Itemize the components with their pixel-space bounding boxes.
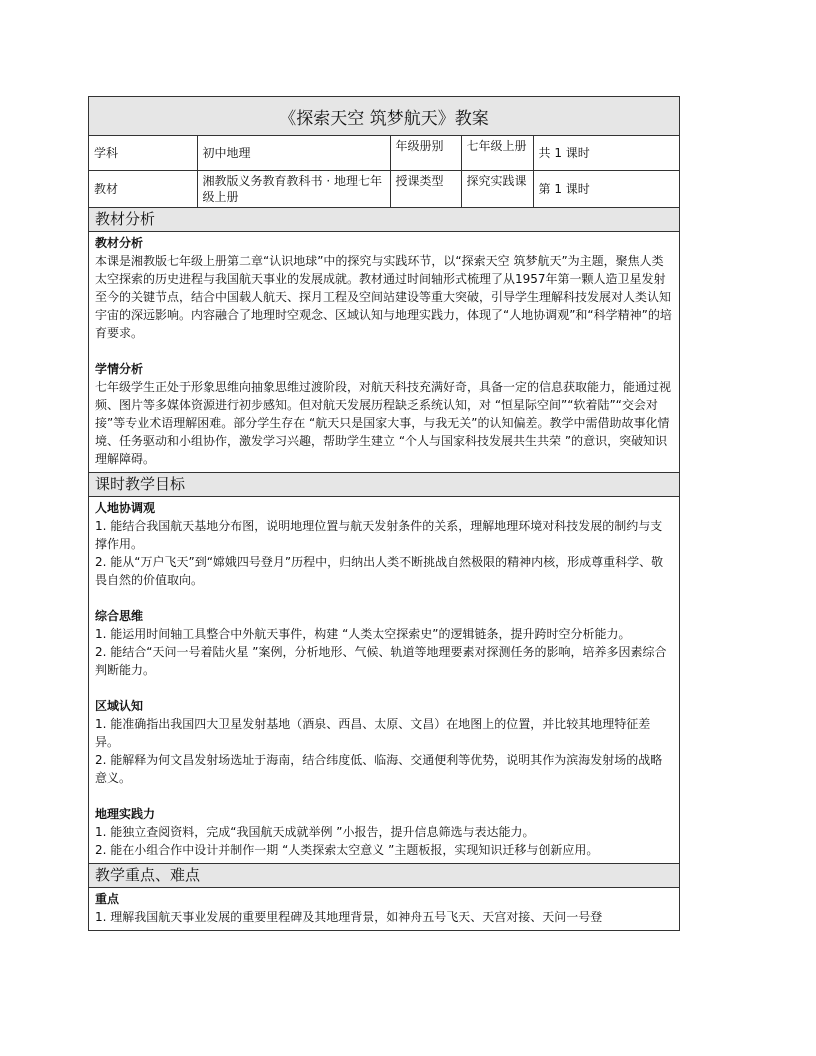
list-item: 2. 能解释为何文昌发射场选址于海南，结合纬度低、临海、交通便利等优势，说明其作为滨海发射场的战略意义。 <box>95 752 663 785</box>
list-item: 1. 能运用时间轴工具整合中外航天事件，构建 “人类太空探索史”的逻辑链条，提升跨时空分析能力。 <box>95 626 631 641</box>
list-item: 1. 能准确指出我国四大卫星发射基地（酒泉、西昌、太原、文昌）在地图上的位置，并比较其地理特征差异。 <box>95 716 651 749</box>
table-cell: 共 1 课时 <box>533 136 679 170</box>
paragraph: 七年级学生正处于形象思维向抽象思维过渡阶段，对航天科技充满好奇，具备一定的信息获取能力，能通过视频、图片等多媒体资源进行初步感知。但对航天发展历程缺乏系统认知，对 “恒星际空间”“软着陆”“交会对接”等专业术语理解困难。部分学生存在 “航天只是国家大事，与我无关”的认知偏差。教学中需借助故事化情境、任务驱动和小组协作，激发学习兴趣，帮助学生建立 “个人与国家科技发展共生共荣 ”的意识，突破知识理解障碍。 <box>95 379 672 466</box>
list-item: 2. 能结合“天问一号着陆火星 ”案例，分析地形、气候、轨道等地理要素对探测任务的影响，培养多因素综合判断能力。 <box>95 644 667 677</box>
table-cell: 七年级上册 <box>461 136 533 170</box>
section-body-analysis <box>89 232 679 473</box>
subsection-title: 人地协调观 <box>95 500 156 515</box>
list-item: 1. 能结合我国航天基地分布图，说明地理位置与航天发射条件的关系，理解地理环境对科技发展的制约与支撑作用。 <box>95 518 663 551</box>
list-item: 1. 理解我国航天事业发展的重要里程碑及其地理背景，如神舟五号飞天、天宫对接、天问一号登 <box>95 909 603 924</box>
subsection-title: 重点 <box>95 891 120 906</box>
subsection-title: 综合思维 <box>95 608 144 623</box>
section-body-keypoints <box>89 888 679 930</box>
table-cell: 授课类型 <box>390 170 461 207</box>
section-heading-objectives: 课时教学目标 <box>89 473 679 497</box>
table-row <box>89 170 679 207</box>
subsection-title: 地理实践力 <box>95 806 156 821</box>
info-table <box>89 136 679 208</box>
table-cell: 初中地理 <box>197 136 390 170</box>
subsection-title: 学情分析 <box>95 361 144 376</box>
subsection-title: 教材分析 <box>95 235 144 250</box>
list-item: 2. 能在小组合作中设计并制作一期 “人类探索太空意义 ”主题板报，实现知识迁移与创新应用。 <box>95 842 599 857</box>
list-item: 1. 能独立查阅资料，完成“我国航天成就举例 ”小报告，提升信息筛选与表达能力。 <box>95 824 535 839</box>
section-heading-keypoints: 教学重点、难点 <box>89 864 679 888</box>
subsection-title: 区域认知 <box>95 698 144 713</box>
lesson-plan-document <box>88 96 680 931</box>
section-heading-analysis: 教材分析 <box>89 208 679 232</box>
section-body-objectives <box>89 497 679 864</box>
list-item: 2. 能从“万户飞天”到“嫦娥四号登月”历程中，归纳出人类不断挑战自然极限的精神内核，形成尊重科学、敬畏自然的价值取向。 <box>95 554 664 587</box>
document-title: 《探索天空 筑梦航天》教案 <box>89 97 679 136</box>
table-cell: 湘教版义务教育教科书 · 地理七年级上册 <box>197 170 390 207</box>
paragraph: 本课是湘教版七年级上册第二章“认识地球”中的探究与实践环节，以“探索天空 筑梦航天”为主题，聚焦人类太空探索的历史进程与我国航天事业的发展成就。教材通过时间轴形式梳理了从1957年第一颗人造卫星发射至今的关键节点，结合中国载人航天、探月工程及空间站建设等重大突破，引导学生理解科技发展对人类认知宇宙的深远影响。内容融合了地理时空观念、区域认知与地理实践力，体现了“人地协调观”和“科学精神”的培育要求。 <box>95 253 672 340</box>
table-cell: 年级册别 <box>390 136 461 170</box>
table-cell: 探究实践课 <box>461 170 533 207</box>
table-cell: 学科 <box>89 136 197 170</box>
table-cell: 教材 <box>89 170 197 207</box>
table-cell: 第 1 课时 <box>533 170 679 207</box>
table-row <box>89 136 679 170</box>
